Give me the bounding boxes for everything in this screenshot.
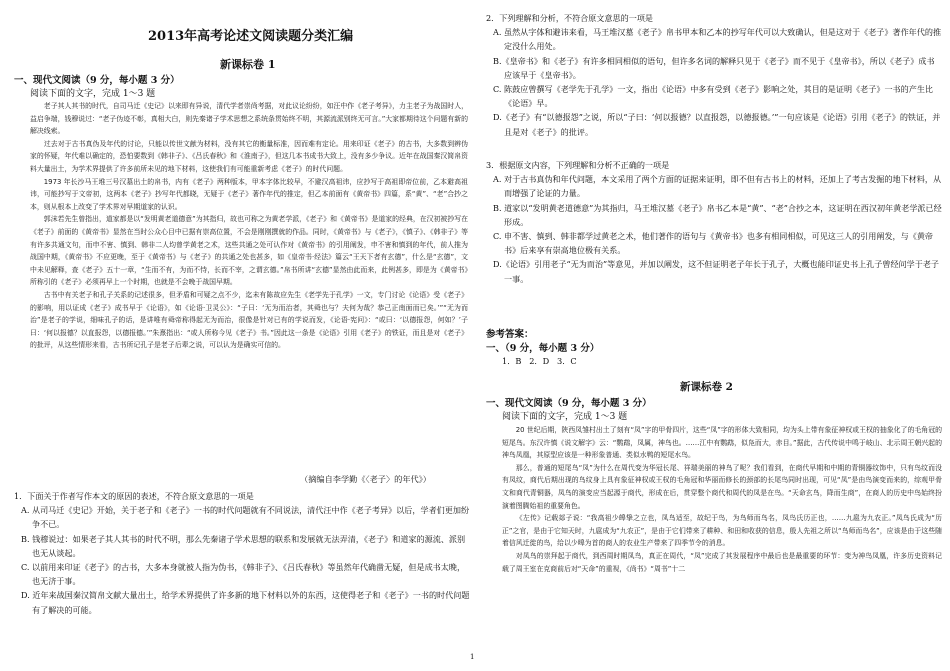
answers-heading: 参考答案： [486,329,534,340]
passage-paragraph: 20 世纪后期，陕西凤雏村出土了刻有“凤”字的甲骨四片，这些“凤”字的形体大致相同，均为头上带有象征神权或王权的抽象化了的毛角冠的短尾鸟。东汉许慎《说文解字》云：“鹦鹉，凤属，神鸟也。……江中有鹦鹉，似凫而大，赤目。”据此，古代传说中鸣于岐山、北示周王朝兴起的神鸟凤凰，其原型应该是一种形象普通、类似水鸭的短尾水鸟。 [502,426,942,460]
source-attribution: （摘编自李学勤《〈老子〉的年代》） [300,474,431,484]
passage-paragraph: 过去对于古书真伪及年代的讨论，只能以传世文献为材料，没有其它的衡量标准，因而难有定论。用来印证《老子》的古书，大多数到辨伪家的怀疑，年代难以确定的，恐怕要数到《韩非子》、《吕氏春秋》和《淮南子》，但这几本书成书大致上，没有多少争议。近年在战国秦汉简帛资料大量出土，为学术界提供了许多前所未见的地下材料，这使我们有可能重新考虑《老子》的时代问题。 [30,139,468,173]
question-option: C. 以前用来印证《老子》的古书，大多本身就被人指为伪书，《韩非子》、《吕氏春秋》等虽然年代确凿无疑，但是成书太晚，也无济于事。 [21,562,466,587]
question-3 [486,158,942,300]
instruction-set2: 阅读下面的文字，完成 1～3 题 [502,412,628,422]
question-1 [14,489,470,649]
question-option: D.《论语》引用老子“无为而治”等意见，并加以阐发，这不但证明老子年长于孔子，大概也能印证史书上孔子曾经问学于老子一事。 [493,259,940,284]
instruction-set1: 阅读下面的文字，完成 1～3 题 [30,89,156,99]
passage-paragraph: 郭沫若先生曾指出，道家都是以“发明黄老道德意”为其指归，故也可称之为黄老学派，《老子》和《黄帝书》是道家的经典，在汉初被抄写在《老子》前面的《黄帝书》显然在当时公众心目中已据有崇高位置，不会是刚刚撰就的作品。同时，《黄帝书》与《老子》，《慎子》、《韩非子》等有许多共通文句，而申不害、慎到、韩非二人均曾学黄老之术，这些共通之处可认作对《黄帝书》的引用阐发，申不害和慎到的年代，前人推为战国中期，《黄帝书》不应更晚，至于《黄帝书》与《老子》的共通之处也甚多，如《皇帝书·经法》篇云“王天下者有玄德”，什么是“玄德”，文中未见解释，查《老子》五十一章，“生而不有，为而不恃，长而不宰，之谓玄德。”帛书所讲“玄德”显然由此而来，此例甚多，即是为《黄帝书》所称引的《老子》必须再早上一个时期，也就是不会晚于战国早期。 [30,215,468,287]
answers-section-label: 一、（9 分，每小题 3 分） [486,343,600,354]
question-option: B.《皇帝书》和《老子》有许多相同相似的语句，但许多名词的解释只见于《老子》而不见于《皇帝书》，所以《老子》成书应该早于《皇帝书》。 [493,55,935,80]
page-number: 1 [470,653,475,661]
passage-set1 [30,100,468,374]
question-option: C. 申不害、慎到、韩非都学过黄老之术，他们著作的语句与《黄帝书》也多有相同相似，可见这三人的引用阐发，与《黄帝书》后来享有崇高地位极有关系。 [493,231,934,256]
question-option: D. 近年来战国秦汉简帛文献大量出土，给学术界提供了许多新的地下材料以外的东西，这使得老子和《老子》一书的时代问题有了解决的可能。 [21,590,470,615]
question-option: B. 道家以“发明黄老道德意”为其指归，马王堆汉墓《老子》帛书乙本是“黄”、“老”合抄之本，这证明在西汉初年黄老学派已经形成。 [493,202,942,227]
question-option: D.《老子》有“以德报怨”之说，所以“子曰：‘何以报德？以直报怨，以德报德。’”一句应该是《论语》引用《老子》的铁证，并且是对《老子》的批评。 [493,112,941,137]
passage-paragraph: 古书中有关老子和孔子关系的记述很多，但矛盾和可疑之点不少，迄未有陈故应先生《老学先于孔学》一文，专门讨论《论语》受《老子》的影响，用以证成《老子》成书早于《论语》，如《论语·卫灵公》：“子曰：‘无为而治者，其舜也与？夫何为哉？恭己正南面而已矣。’”“无为而治”是老子的学说，细味孔子的话，是讲唯有舜帝称得起无为而治，很像是针对已有的学说而发，《论语·宪问》：“或曰：‘以德报怨，何如？’子曰：‘何以报德？以直报怨，以德报德。’”朱熹指出：“或人所称今见《老子》书。”因此这一条是《论语》引用《老子》的铁证，而且是对《老子》的批评，从这些情形来看，古书所记孔子是老子后辈之说，可以认为是确实可信的。 [30,290,468,350]
section-heading-set2: 新课标卷 2 [680,381,733,393]
passage-paragraph: 那么，普通的短尾鸟“凤”为什么在周代变为华冠长尾、祥瑞美丽的神鸟了呢？我们看到，在商代早期和中期的青铜器纹饰中，只有鸟纹而没有凤纹，商代后期出现的鸟纹身上具有象征神权或王权的毛角冠和华丽而修长的颈部的长尾鸟同时出现，可见“凤”是由鸟演变而来的，综观甲骨文和商代青铜器，凤鸟的演变应当起源于商代，形成在后，贯穿整个商代和周代的凤是在鸟。“天命玄鸟，降而生商”，在商人的历史中鸟始终扮演着图腾始祖的重要角色。 [502,463,942,510]
section-heading-set1: 新课标卷 1 [220,58,276,71]
right-column [478,0,950,671]
question-option: A. 从司马迁《史记》开始，关于老子和《老子》一书的时代问题就有不同说法，清代汪中作《老子考异》以后，学者们更加纷争不已。 [21,505,470,530]
passage-paragraph: 对凤鸟的崇拜起于商代，到西周时期凤鸟，真正在周代，“凤”完成了其发展程序中最后也是最重要的环节：变为神鸟凤凰，许多历史资料记载了周王室在克商前后对“天命”的重视，《尚书》“周书”十二 [502,551,942,573]
question-stem: 3．根据原文内容，下列理解和分析不正确的一项是 [486,160,670,170]
question-stem: 1．下面关于作者写作本文的原因的表述，不符合原文意思的一项是 [14,491,254,501]
section-label-set1: 一、现代文阅读（9 分，每小题 3 分） [14,75,180,86]
section-label-set2: 一、现代文阅读（9 分，每小题 3 分） [486,398,652,409]
question-2 [486,11,942,158]
passage-paragraph: 老子其人其书的时代，自司马迁《史记》以来即有异说，清代学者崇尚考据，对此议论纷纷，如汪中作《老子考异》，力主老子为战国时人，益启争端，钱穆说过：“老子伪迹不彰，真相大白，则先秦诸子学术思想之系统条贯始终不明，其源流派别终无可言。”大家都期待这个问题有新的解决线索。 [30,102,468,136]
question-option: A. 虽然从字体和避讳来看，马王堆汉墓《老子》帛书甲本和乙本的抄写年代可以大致确认，但是这对于《老子》著作年代的推定没什么用处。 [493,27,942,52]
passage-paragraph: 1973 年长沙马王堆三号汉墓出土的帛书，内有《老子》两种版本，甲本字体比较早，不避汉高祖讳，应抄写于高祖即帝位前，乙本避高祖讳，可能抄写于文帝初，这两本《老子》抄写年代都晓，无疑于《老子》著作年代的推定，但乙本前面有《黄帝书》四篇，系“黄”、“老”合抄之本，则从根本上改变了学术界对早期道家的认识。 [30,177,468,211]
answers-list: 1．B 2．D 3．C [502,356,577,366]
question-option: B. 钱穆说过：如果老子其人其书的时代不明，那么先秦诸子学术思想的联系和发展就无法弄清，《老子》和道家的源流、派别也无从谈起。 [21,533,466,558]
passage-set2 [502,424,942,650]
document-title: 2013年高考论述文阅读题分类汇编 [148,29,354,44]
question-option: A. 对于古书真伪和年代问题，本文采用了两个方面的证据来证明，即不但有古书上的材料，还加上了考古发掘的地下材料，从而增强了论证的力量。 [493,174,942,199]
passage-paragraph: 《左传》记载郯子说：“我高祖少皞挚之立也，凤鸟适至，故纪于鸟，为鸟师而鸟名，凤鸟氏历正也，……九扈为九农正。”凤鸟氏成为“历正”之官，是由于它知天时，九扈成为“九农正”，是由于它们带来了耕种、和田和收获的信息，殷人先祖之所以“鸟师而鸟名”，应该是由于这些随着信风迁徙的鸟，给以少暤为首的商人的农业生产带来了四季节令的消息。 [502,514,942,548]
question-option: C. 陈鼓应曾撰写《老学先于孔学》一文，指出《论语》中多有受到《老子》影响之处，其目的是证明《老子》一书的产生比《论语》早。 [493,84,934,109]
question-stem: 2．下列理解和分析，不符合原文意思的一项是 [486,13,654,23]
